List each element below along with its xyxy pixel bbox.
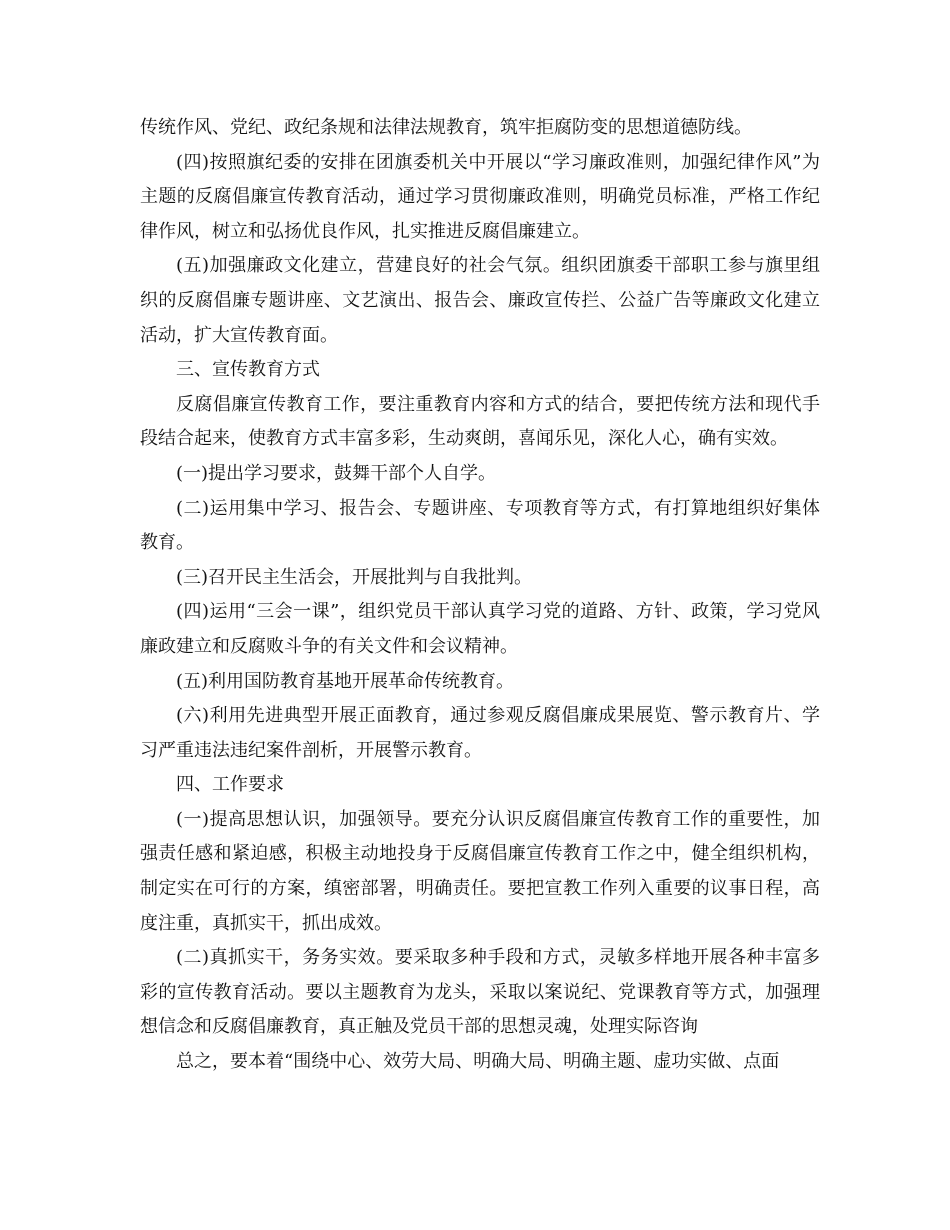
paragraph: (四)按照旗纪委的安排在团旗委机关中开展以“学习廉政准则，加强纪律作风”为主题的反腐倡廉宣传教育活动，通过学习贯彻廉政准则，明确党员标准，严格工作纪律作风，树立和弘扬优良作风，扎实推进反腐倡廉建立。 <box>140 151 820 242</box>
paragraph: 四、工作要求 <box>176 774 284 796</box>
paragraph: (一)提高思想认识，加强领导。要充分认识反腐倡廉宣传教育工作的重要性，加强责任感和紧迫感，积极主动地投身于反腐倡廉宣传教育工作之中，健全组织机构，制定实在可行的方案，缜密部署，明确责任。要把宣教工作列入重要的议事日程，高度注重，真抓实干，抓出成效。 <box>140 808 820 934</box>
paragraph: 三、宣传教育方式 <box>176 359 320 381</box>
paragraph: (二)运用集中学习、报告会、专题讲座、专项教育等方式，有打算地组织好集体教育。 <box>140 497 820 554</box>
document-body <box>140 111 820 1080</box>
paragraph: (二)真抓实干，务务实效。要采取多种手段和方式，灵敏多样地开展各种丰富多彩的宣传教育活动。要以主题教育为龙头，采取以案说纪、党课教育等方式，加强理想信念和反腐倡廉教育，真正触及党员干部的思想灵魂，处理实际咨询 <box>140 947 820 1038</box>
paragraph: (五)加强廉政文化建立，营建良好的社会气氛。组织团旗委干部职工参与旗里组织的反腐倡廉专题讲座、文艺演出、报告会、廉政宣传拦、公益广告等廉政文化建立活动，扩大宣传教育面。 <box>140 255 820 346</box>
paragraph: (一)提出学习要求，鼓舞干部个人自学。 <box>176 462 497 484</box>
paragraph: (四)运用“三会一课”，组织党员干部认真学习党的道路、方针、政策，学习党风廉政建立和反腐败斗争的有关文件和会议精神。 <box>140 601 820 657</box>
paragraph: (五)利用国防教育基地开展革命传统教育。 <box>176 670 515 692</box>
paragraph: 传统作风、党纪、政纪条规和法律法规教育，筑牢拒腐防变的思想道德防线。 <box>140 117 752 138</box>
paragraph: 反腐倡廉宣传教育工作，要注重教育内容和方式的结合，要把传统方法和现代手段结合起来，使教育方式丰富多彩，生动爽朗，喜闻乐见，深化人心，确有实效。 <box>140 393 820 450</box>
paragraph: (六)利用先进典型开展正面教育，通过参观反腐倡廉成果展览、警示教育片、学习严重违法违纪案件剖析，开展警示教育。 <box>140 705 820 761</box>
paragraph: 总之，要本着“围绕中心、效劳大局、明确大局、明确主题、虚功实做、点面 <box>176 1051 780 1073</box>
paragraph: (三)召开民主生活会，开展批判与自我批判。 <box>176 566 533 588</box>
